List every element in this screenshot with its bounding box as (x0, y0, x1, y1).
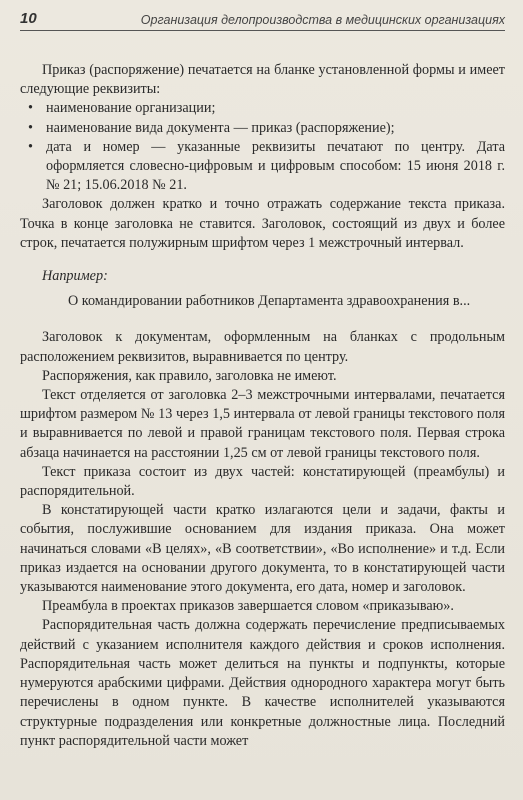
intro-paragraph: Приказ (распоряжение) печатается на бланке установленной формы и имеет следующие реквизиты: (20, 62, 505, 98)
example-label: Например: (42, 268, 108, 285)
heading-rule-paragraph: Заголовок должен кратко и точно отражать содержание текста приказа. Точка в конце заголовка не ставится. Заголовок, состоящий из двух и более строк, печатается полужирным шрифтом через 1 межстрочный интервал. (20, 196, 505, 251)
running-header (20, 10, 505, 31)
paragraph: Распоряжения, как правило, заголовка не имеют. (42, 367, 337, 384)
paragraph: Текст отделяется от заголовка 2–3 межстрочными интервалами, печатается шрифтом размером № 13 через 1,5 интервала от левой границы текстового поля и выравнивается по левой и правой границам текстового поля. Первая строка абзаца начинается на расстоянии 1,25 см от левой границы текстового поля. (20, 387, 505, 461)
page-number: 10 (20, 10, 37, 27)
paragraph: Преамбула в проектах приказов завершается словом «приказываю». (42, 598, 454, 615)
paragraph: Распорядительная часть должна содержать перечисление предписываемых действий с указанием исполнителя каждого действия и сроков исполнения. Распорядительная часть может делиться на пункты и подпункты, которые нумеруются арабскими цифрами. Действия однородного характера могут быть перечислены в одном пункте. В качестве исполнителей указываются структурные подразделения или конкретные должностные лица. Последний пункт распорядительной части может (20, 617, 505, 749)
list-item: • наименование организации; (20, 99, 505, 118)
bullet-icon: • (28, 100, 33, 117)
bullet-icon: • (28, 138, 33, 155)
list-item: • наименование вида документа — приказ (распоряжение); (20, 119, 505, 138)
list-item: • дата и номер — указанные реквизиты печатают по центру. Дата оформляется словесно-цифровым и цифровым способом: 15 июня 2018 г. № 21; 15.06.2018 № 21. (28, 138, 505, 194)
requisites-list (20, 99, 505, 195)
example-text: О командировании работников Департамента здравоохранения в... (68, 293, 471, 310)
running-title: Организация делопроизводства в медицинских организациях (140, 13, 505, 27)
paragraph: В констатирующей части кратко излагаются цели и задачи, факты и события, послужившие основанием для издания приказа. Она может начинаться словами «В целях», «В соответствии», «Во исполнение» и т.д. Если приказ издается на основании другого документа, то в констатирующей части указываются наименование этого документа, его дата, номер и заголовок. (20, 502, 505, 596)
page-body (20, 61, 505, 751)
paragraph: Текст приказа состоит из двух частей: констатирующей (преамбулы) и распорядительной. (20, 463, 505, 500)
bullet-icon: • (28, 119, 33, 136)
paragraph: Заголовок к документам, оформленным на бланках с продольным расположением реквизитов, выравнивается по центру. (20, 329, 505, 365)
